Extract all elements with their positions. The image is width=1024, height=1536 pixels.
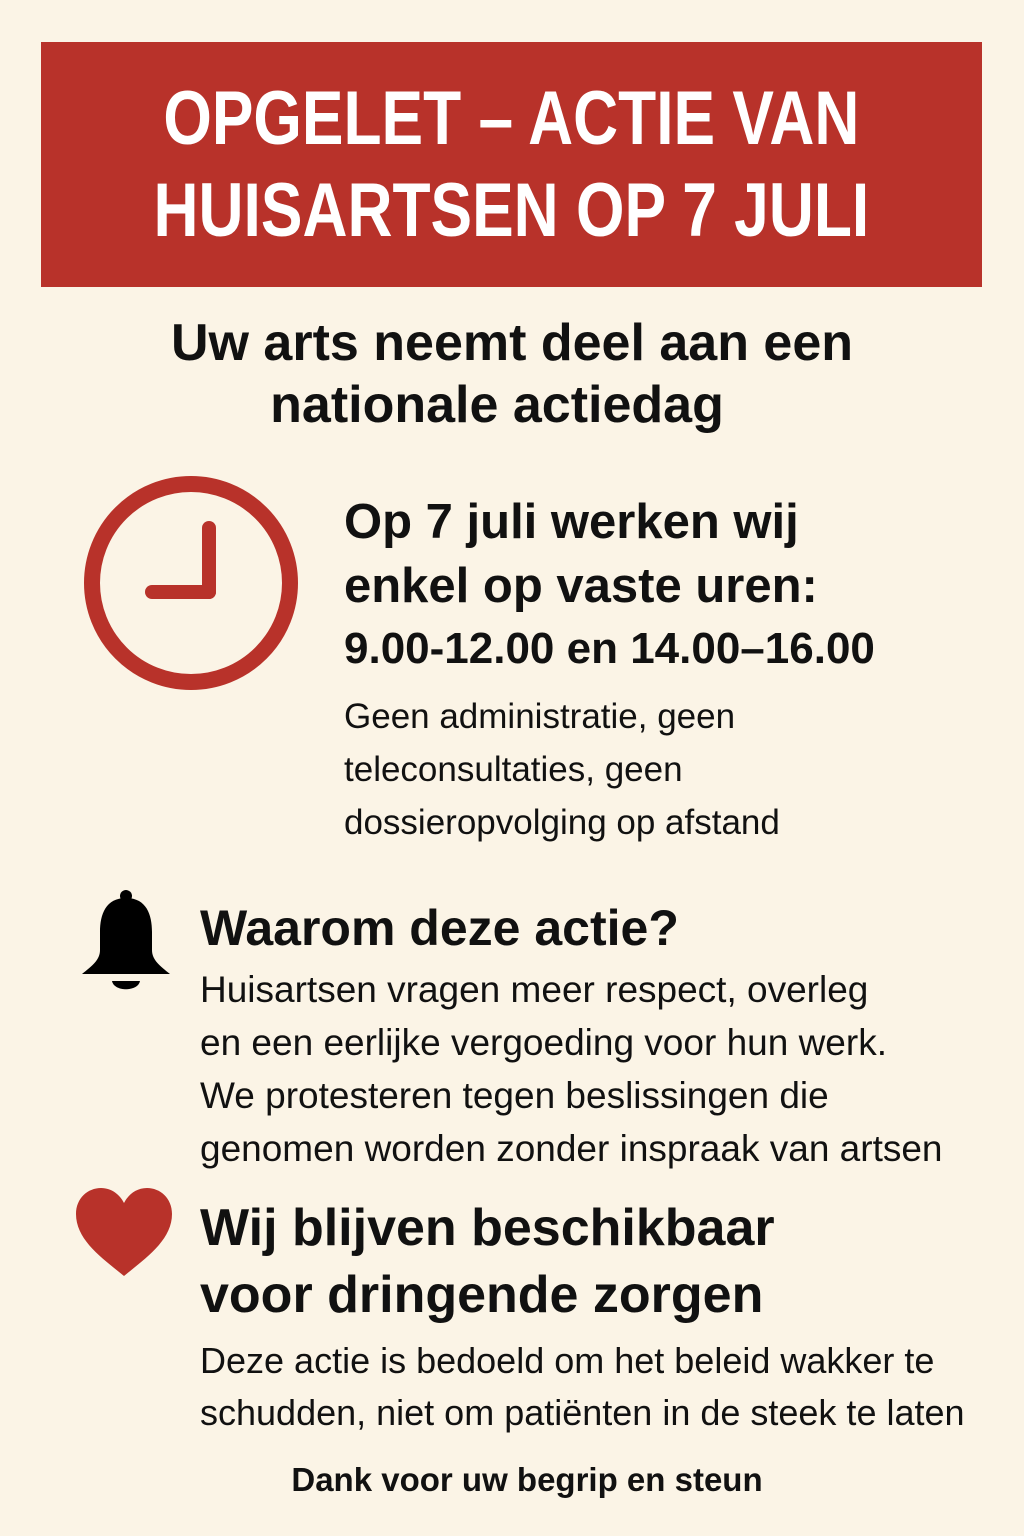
hours-description-line-1: Geen administratie, geen <box>344 697 736 736</box>
hours-section <box>344 490 1004 849</box>
reason-section <box>200 893 1000 1175</box>
availability-description-line-1: Deze actie is bedoeld om het beleid wakker te <box>200 1340 935 1381</box>
hours-description <box>344 690 1004 849</box>
availability-description-line-2: schudden, niet om patiënten in de steek te laten <box>200 1392 965 1433</box>
hours-description-line-2: teleconsultaties, geen <box>344 750 683 789</box>
availability-description <box>200 1335 1010 1439</box>
clock-icon <box>80 472 302 694</box>
banner-title-line-1: OPGELET – ACTIE VAN <box>163 75 860 161</box>
reason-description-line-1: Huisartsen vragen meer respect, overleg <box>200 969 869 1010</box>
availability-heading-line-1: Wij blijven beschikbaar <box>200 1199 775 1257</box>
availability-heading-line-2: voor dringende zorgen <box>200 1266 764 1324</box>
reason-description-line-3: We protesteren tegen beslissingen die <box>200 1075 829 1116</box>
hours-heading-line-2: enkel op vaste uren: <box>344 559 818 613</box>
subtitle-line-1: Uw arts neemt deel aan een <box>170 314 854 372</box>
availability-section <box>200 1195 1010 1439</box>
reason-description <box>200 963 1000 1175</box>
bell-icon <box>78 888 174 996</box>
hours-heading-line-1: Op 7 juli werken wij <box>344 495 799 549</box>
reason-description-line-4: genomen worden zonder inspraak van artsen <box>200 1128 943 1169</box>
subtitle <box>0 312 1024 436</box>
warning-banner <box>41 42 982 287</box>
opening-hours: 9.00-12.00 en 14.00–16.00 <box>344 624 875 673</box>
reason-description-line-2: en een eerlijke vergoeding voor hun werk. <box>200 1022 887 1063</box>
hours-description-line-3: dossieropvolging op afstand <box>344 803 780 842</box>
banner-title-line-2: HUISARTSEN OP 7 JULI <box>153 167 870 253</box>
subtitle-line-2: nationale actiedag <box>270 376 724 434</box>
reason-heading: Waarom deze actie? <box>200 900 679 956</box>
footer-thanks: Dank voor uw begrip en steun <box>291 1461 763 1498</box>
heart-icon <box>72 1184 176 1280</box>
